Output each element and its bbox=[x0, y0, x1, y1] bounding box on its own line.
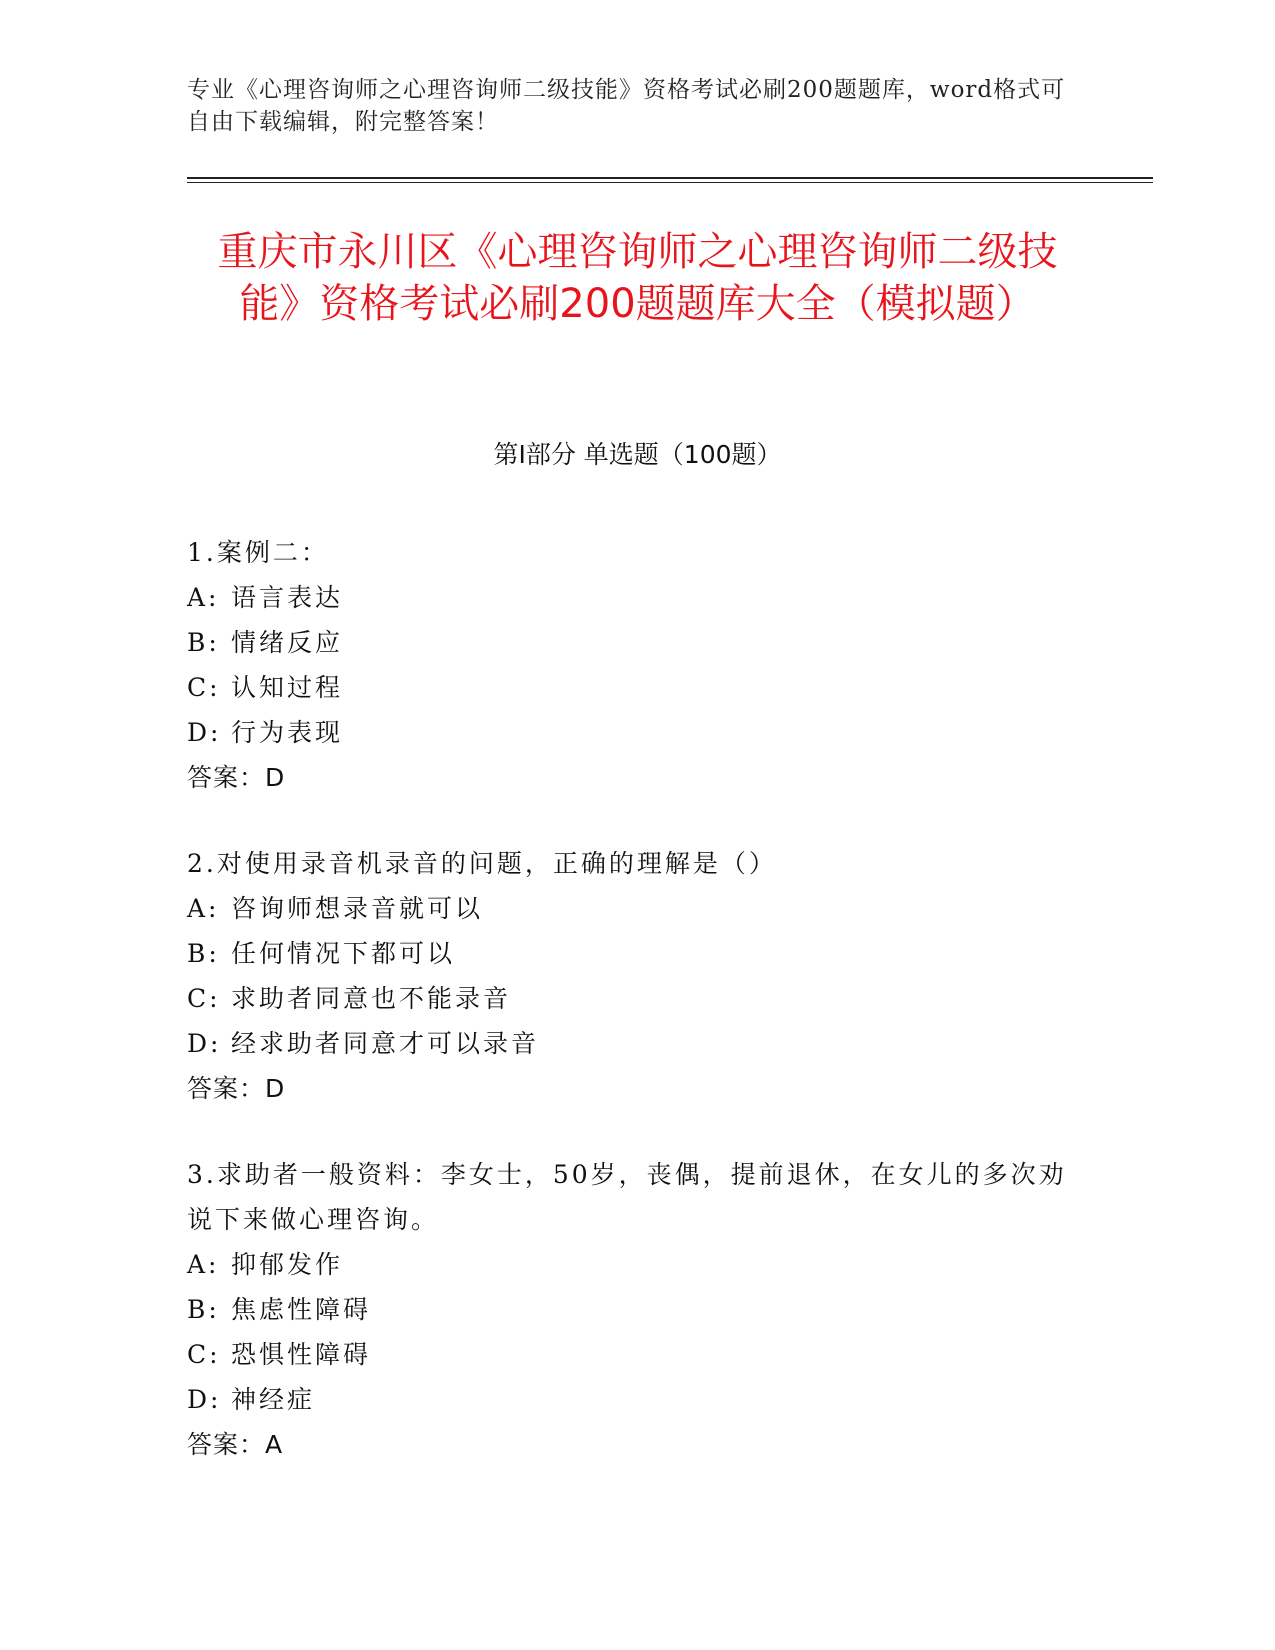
option-letter: D: bbox=[187, 1385, 222, 1414]
option-letter: C: bbox=[187, 1340, 221, 1369]
option-text: 认知过程 bbox=[231, 673, 344, 702]
option-letter: A: bbox=[187, 894, 220, 923]
option-letter: D: bbox=[187, 718, 222, 747]
option-text: 咨询师想录音就可以 bbox=[231, 894, 484, 923]
option-text: 恐惧性障碍 bbox=[231, 1340, 372, 1369]
question-stem: 2.对使用录音机录音的问题，正确的理解是（） bbox=[187, 849, 777, 878]
option-text: 行为表现 bbox=[231, 718, 344, 747]
option-letter: C: bbox=[187, 673, 221, 702]
option-letter: B: bbox=[187, 939, 220, 968]
option-b bbox=[187, 620, 1067, 665]
document-title: 重庆市永川区《心理咨询师之心理咨询师二级技能》资格考试必刷200题题库大全（模拟题） bbox=[217, 229, 1058, 327]
option-a bbox=[187, 1242, 1067, 1287]
option-text: 任何情况下都可以 bbox=[231, 939, 456, 968]
question-list bbox=[187, 530, 1067, 1508]
option-b bbox=[187, 931, 1067, 976]
option-letter: C: bbox=[187, 984, 221, 1013]
header-rule-thick bbox=[187, 177, 1153, 179]
answer-line: 答案：D bbox=[187, 763, 286, 792]
option-text: 情绪反应 bbox=[231, 628, 344, 657]
answer-line: 答案：A bbox=[187, 1430, 284, 1459]
option-text: 经求助者同意才可以录音 bbox=[231, 1029, 540, 1058]
question-stem: 1.案例二： bbox=[187, 538, 329, 567]
section-title: 第Ⅰ部分 单选题（100题） bbox=[493, 440, 782, 469]
option-text: 焦虑性障碍 bbox=[231, 1295, 372, 1324]
header-rule-thin bbox=[187, 182, 1153, 183]
option-text: 抑郁发作 bbox=[231, 1250, 344, 1279]
option-letter: A: bbox=[187, 1250, 220, 1279]
question-stem: 3.求助者一般资料：李女士，50岁，丧偶，提前退休，在女儿的多次劝说下来做心理咨询。 bbox=[187, 1160, 1067, 1234]
header-note: 专业《心理咨询师之心理咨询师二级技能》资格考试必刷200题题库，word格式可自由下载编辑，附完整答案！ bbox=[187, 77, 1066, 135]
option-letter: B: bbox=[187, 628, 220, 657]
option-c bbox=[187, 976, 1067, 1021]
option-letter: D: bbox=[187, 1029, 222, 1058]
option-d bbox=[187, 710, 1067, 755]
option-b bbox=[187, 1287, 1067, 1332]
option-letter: A: bbox=[187, 583, 220, 612]
option-a bbox=[187, 575, 1067, 620]
option-text: 神经症 bbox=[231, 1385, 316, 1414]
option-text: 求助者同意也不能录音 bbox=[231, 984, 512, 1013]
option-text: 语言表达 bbox=[231, 583, 344, 612]
question-2 bbox=[187, 841, 1067, 1111]
question-1 bbox=[187, 530, 1067, 800]
option-a bbox=[187, 886, 1067, 931]
option-c bbox=[187, 1332, 1067, 1377]
option-d bbox=[187, 1021, 1067, 1066]
option-letter: B: bbox=[187, 1295, 220, 1324]
option-c bbox=[187, 665, 1067, 710]
answer-line: 答案：D bbox=[187, 1074, 286, 1103]
option-d bbox=[187, 1377, 1067, 1422]
question-3 bbox=[187, 1152, 1067, 1467]
